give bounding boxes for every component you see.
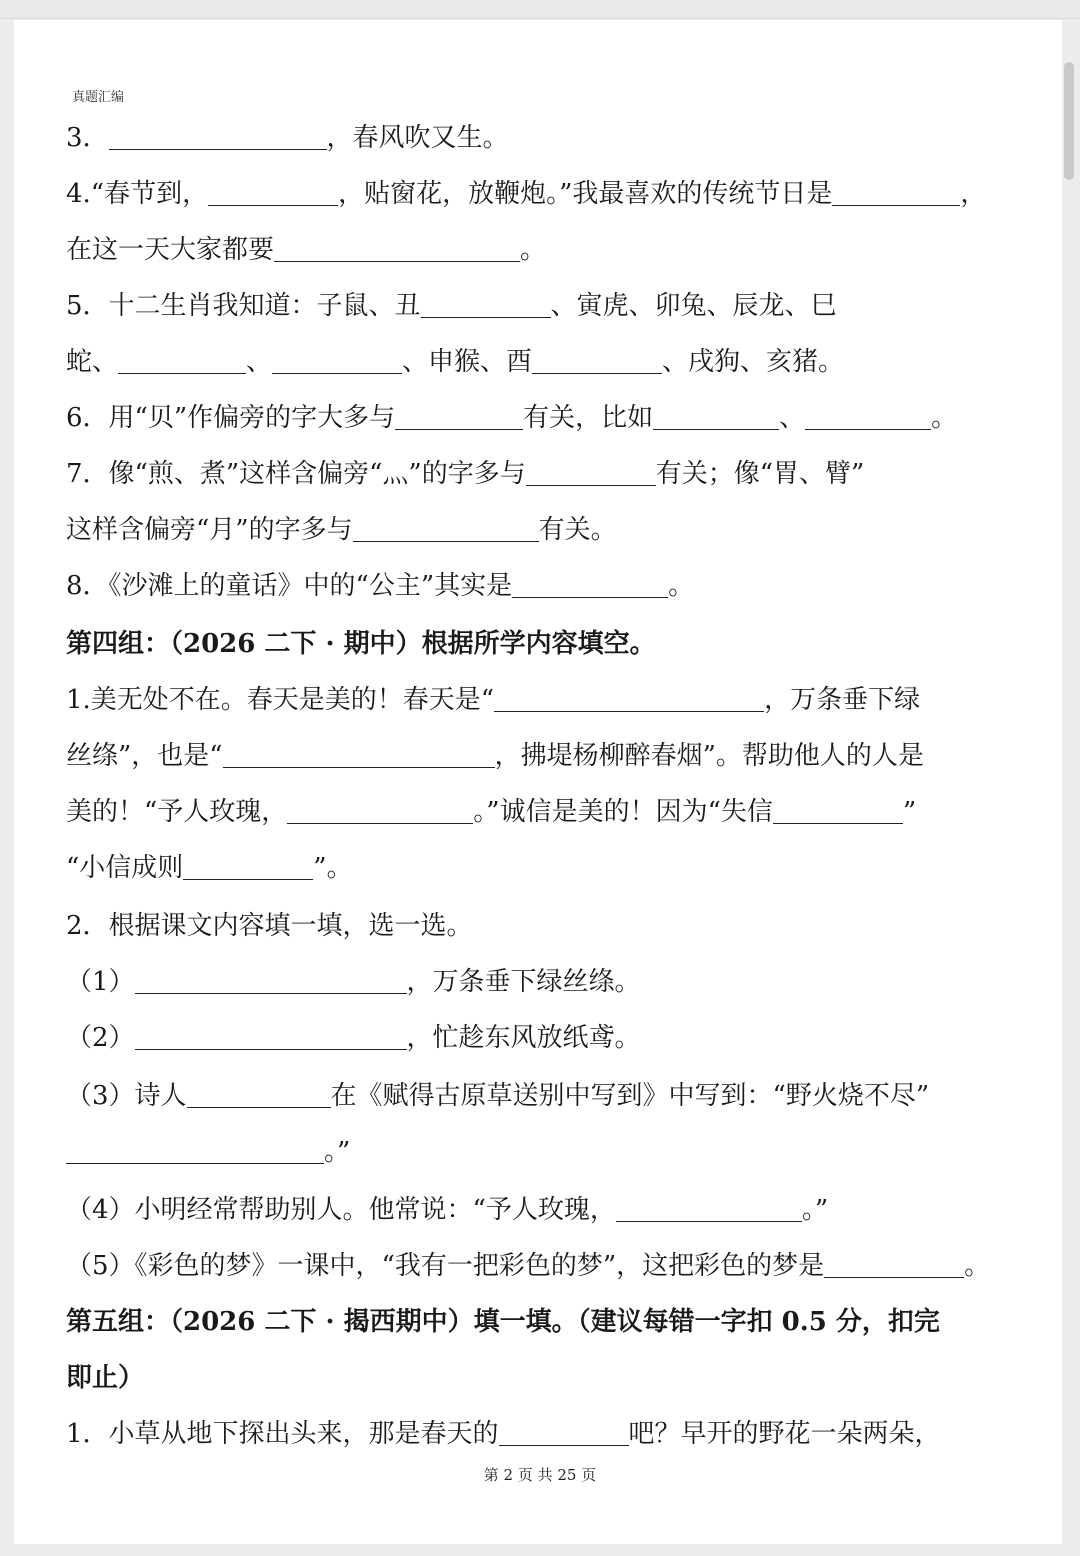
question-text: 有关。 <box>538 515 617 545</box>
answer-blank[interactable] <box>526 459 656 486</box>
question-3 <box>66 122 509 154</box>
question-text: 。 <box>520 235 547 265</box>
section-heading-group-5-cont: 即止） <box>66 1363 145 1393</box>
group4-question-1-cont <box>66 740 924 772</box>
question-4 <box>66 178 986 210</box>
question-text: 5．十二生肖我知道：子鼠、丑 <box>66 291 421 321</box>
answer-blank[interactable] <box>208 179 338 206</box>
question-text: 蛇、 <box>66 347 119 377</box>
question-text: 、申猴、酉 <box>402 347 533 377</box>
question-text: 4.“春节到， <box>66 179 209 209</box>
page-number-footer: 第 2 页 共 25 页 <box>483 1466 597 1484</box>
question-text: 。” <box>801 1195 829 1225</box>
answer-blank[interactable] <box>118 347 246 374</box>
answer-blank[interactable] <box>135 967 407 994</box>
question-text: 7．像“煎、煮”这样含偏旁“灬”的字多与 <box>66 459 526 489</box>
answer-blank[interactable] <box>512 571 668 598</box>
answer-blank[interactable] <box>773 797 903 824</box>
group4-question-2-3-cont <box>66 1136 350 1168</box>
question-text: ，万条垂下绿 <box>764 685 921 715</box>
question-text: 。 <box>931 403 958 433</box>
question-text: 这样含偏旁“月”的字多与 <box>66 515 353 545</box>
question-text: （4）小明经常帮助别人。他常说：“予人玫瑰， <box>66 1195 616 1225</box>
group4-question-2-3 <box>66 1080 929 1112</box>
question-7 <box>66 458 864 490</box>
question-text: （1） <box>66 967 135 997</box>
question-text: ，拂堤杨柳醉春烟”。帮助他人的人是 <box>494 741 924 771</box>
answer-blank[interactable] <box>532 347 662 374</box>
group4-question-1-cont <box>66 852 353 884</box>
answer-blank[interactable] <box>272 347 402 374</box>
question-4-cont <box>66 234 546 266</box>
answer-blank[interactable] <box>653 403 779 430</box>
group4-question-2: 2．根据课文内容填一填，选一选。 <box>66 911 473 941</box>
answer-blank[interactable] <box>824 1251 964 1278</box>
question-text: （5）《彩色的梦》一课中，“我有一把彩色的梦”，这把彩色的梦是 <box>66 1251 825 1281</box>
question-text: 、寅虎、卯兔、辰龙、巳 <box>550 291 837 321</box>
group4-question-2-5 <box>66 1250 990 1282</box>
question-text: ，贴窗花，放鞭炮。”我最喜欢的传统节日是 <box>338 179 833 209</box>
scrollbar-thumb[interactable] <box>1064 62 1074 180</box>
question-5-cont <box>66 346 844 378</box>
question-text: 丝绦”，也是“ <box>66 741 223 771</box>
answer-blank[interactable] <box>353 515 539 542</box>
group4-question-1-cont <box>66 796 916 828</box>
answer-blank[interactable] <box>616 1195 802 1222</box>
section-heading-group-5: 第五组：（2026 二下 · 揭西期中）填一填。（建议每错一字扣 0.5 分，扣完 <box>66 1307 940 1337</box>
question-text: 。 <box>964 1251 991 1281</box>
question-text: ，万条垂下绿丝绦。 <box>406 967 641 997</box>
question-text: ”。 <box>313 853 353 883</box>
group5-question-1 <box>66 1418 941 1450</box>
question-5 <box>66 290 837 322</box>
question-text: 。” <box>324 1137 351 1167</box>
question-text: ，忙趁东风放纸鸢。 <box>406 1023 641 1053</box>
question-text: 8．《沙滩上的童话》中的“公主”其实是 <box>66 571 513 601</box>
group4-question-2-2 <box>66 1022 641 1054</box>
question-text: 、 <box>246 347 273 377</box>
answer-blank[interactable] <box>805 403 931 430</box>
answer-blank[interactable] <box>287 797 473 824</box>
question-text: 有关；像“胃、臂” <box>655 459 865 489</box>
answer-blank[interactable] <box>274 235 520 262</box>
answer-blank[interactable] <box>494 685 764 712</box>
question-text: 1.美无处不在。春天是美的！春天是“ <box>66 685 495 715</box>
question-text: 吧？早开的野花一朵两朵， <box>628 1419 941 1449</box>
question-text: 在这一天大家都要 <box>66 235 275 265</box>
question-text: （2） <box>66 1023 135 1053</box>
question-text: 、戌狗、亥猪。 <box>662 347 845 377</box>
answer-blank[interactable] <box>109 123 327 150</box>
viewer-top-bar <box>0 0 1080 19</box>
question-text: （3）诗人 <box>66 1081 187 1111</box>
question-text: 、 <box>779 403 806 433</box>
question-6 <box>66 402 957 434</box>
question-text: ，春风吹又生。 <box>326 123 509 153</box>
answer-blank[interactable] <box>66 1137 324 1164</box>
question-text: 有关，比如 <box>523 403 654 433</box>
question-text: “小信成则 <box>66 853 184 883</box>
header-tag: 真题汇编 <box>72 90 125 105</box>
answer-blank[interactable] <box>223 741 495 768</box>
question-text: ， <box>960 179 987 209</box>
answer-blank[interactable] <box>135 1023 407 1050</box>
question-text: 3． <box>66 123 109 153</box>
section-heading-group-4: 第四组：（2026 二下 · 期中）根据所学内容填空。 <box>66 629 656 659</box>
answer-blank[interactable] <box>187 1081 331 1108</box>
answer-blank[interactable] <box>183 853 313 880</box>
group4-question-2-4 <box>66 1194 828 1226</box>
answer-blank[interactable] <box>421 291 551 318</box>
answer-blank[interactable] <box>395 403 523 430</box>
answer-blank[interactable] <box>499 1419 629 1446</box>
question-text: 。 <box>668 571 695 601</box>
question-7-cont <box>66 514 617 546</box>
answer-blank[interactable] <box>832 179 960 206</box>
question-text: 。”诚信是美的！因为“失信 <box>473 797 773 827</box>
question-text: ” <box>902 797 917 827</box>
group4-question-1 <box>66 684 920 716</box>
question-text: 在《赋得古原草送别中写到》中写到：“野火烧不尽” <box>330 1081 930 1111</box>
question-text: 美的！“予人玫瑰， <box>66 797 288 827</box>
question-text: 1．小草从地下探出头来，那是春天的 <box>66 1419 499 1449</box>
question-8 <box>66 570 694 602</box>
question-text: 6．用“贝”作偏旁的字大多与 <box>66 403 396 433</box>
group4-question-2-1 <box>66 966 641 998</box>
